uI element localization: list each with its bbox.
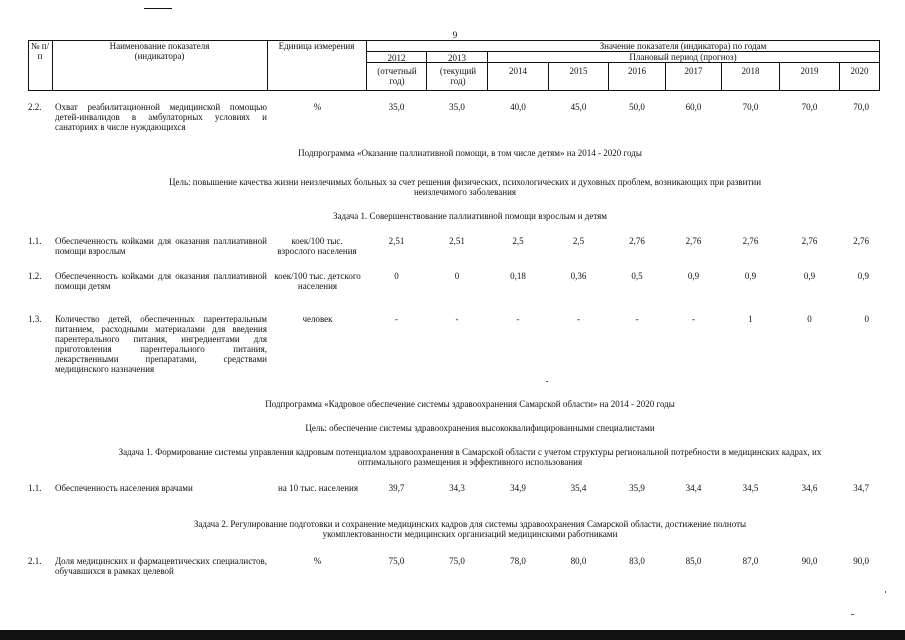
bottom-scan-edge: [0, 630, 905, 640]
row-value: 1: [748, 314, 753, 324]
row-name: Обеспеченность койками для оказания паллиативной помощи детям: [55, 271, 267, 291]
year-2012: 2012: [387, 53, 406, 63]
row-value: 2,51: [388, 236, 405, 246]
row-value: 2,76: [742, 236, 759, 246]
row-value: 34,3: [449, 483, 465, 493]
row-value: 80,0: [570, 556, 587, 566]
row-value: 45,0: [570, 102, 587, 112]
row-name: Охват реабилитационной медицинской помощью детей-инвалидов в амбулаторных условиях и санаториях в числе нуждающихся: [55, 102, 267, 132]
row-unit: %: [313, 556, 322, 566]
row-value: 35,4: [570, 483, 587, 493]
row-value: 34,7: [853, 483, 869, 493]
row-value: -: [455, 314, 459, 324]
row-value: 0,36: [570, 271, 587, 281]
row-number: 1.2.: [28, 271, 42, 281]
subprogram-goal: Цель: повышение качества жизни неизлечимых больных за счет решения физических, психологических и духовных проблем, возникающих при развитии неизлечимого заболевания: [168, 177, 762, 197]
year-2017: 2017: [684, 66, 703, 76]
task-heading: Задача 1. Совершенствование паллиативной помощи взрослым и детям: [332, 211, 607, 221]
row-value: 0: [807, 314, 812, 324]
col-name-header-1: Наименование показателя: [109, 41, 210, 51]
row-value: 34,4: [685, 483, 702, 493]
row-value: 2,5: [572, 236, 585, 246]
scan-speck: [885, 591, 886, 593]
scan-speck: [546, 381, 548, 382]
row-number: 1.1.: [28, 236, 42, 246]
row-unit: на 10 тыс. населения: [278, 483, 358, 493]
row-value: 70,0: [742, 102, 759, 112]
year-2020: 2020: [850, 66, 869, 76]
row-value: -: [577, 314, 580, 324]
row-value: -: [516, 314, 520, 324]
row-value: 34,5: [742, 483, 759, 493]
col-num-header: № п/п: [30, 41, 50, 61]
row-value: 0,9: [857, 271, 869, 281]
row-value: 34,9: [510, 483, 526, 493]
year-2013-note: (текущий год): [439, 66, 477, 86]
row-value: 0: [454, 271, 460, 281]
row-number: 2.1.: [28, 556, 42, 566]
top-rule: [144, 8, 172, 9]
year-2012-note: (отчетный год): [377, 66, 417, 86]
row-value: -: [395, 314, 398, 324]
year-2019: 2019: [800, 66, 819, 76]
row-value: 0,9: [687, 271, 700, 281]
row-name: Обеспеченность населения врачами: [55, 483, 193, 493]
row-value: 60,0: [685, 102, 702, 112]
row-value: 0: [394, 271, 399, 281]
row-value: 39,7: [388, 483, 405, 493]
subprogram-title: Подпрограмма «Кадровое обеспечение системы здравоохранения Самарской области» на 2014 - 2020 годы: [265, 399, 675, 409]
row-value: 75,0: [449, 556, 465, 566]
row-value: 35,0: [449, 102, 465, 112]
page-number: 9: [452, 30, 458, 40]
row-unit: коек/100 тыс. взрослого населения: [277, 236, 357, 256]
task-heading: Задача 2. Регулирование подготовки и сохранение медицинских кадров для системы здравоохранения Самарской области, достижение полноты укомплектованности медицинских организаций медицинскими работниками: [193, 519, 747, 539]
row-unit: %: [313, 102, 322, 112]
row-value: 50,0: [629, 102, 645, 112]
row-value: -: [635, 314, 639, 324]
row-value: 78,0: [510, 556, 526, 566]
row-value: 35,9: [629, 483, 645, 493]
row-value: 2,76: [853, 236, 869, 246]
row-value: 90,0: [853, 556, 869, 566]
row-value: 34,6: [801, 483, 818, 493]
row-value: 70,0: [801, 102, 818, 112]
row-value: 87,0: [742, 556, 759, 566]
row-value: 40,0: [510, 102, 526, 112]
task-heading: Задача 1. Формирование системы управления кадровым потенциалом здравоохранения в Самарской области с учетом структуры региональной потребности в медицинских кадрах, их оптимального размещения и эффективного использования: [118, 447, 822, 467]
row-value: 0,9: [744, 271, 757, 281]
row-value: -: [692, 314, 695, 324]
row-value: 2,76: [685, 236, 702, 246]
row-value: 75,0: [388, 556, 405, 566]
row-number: 2.2.: [28, 102, 42, 112]
row-value: 35,0: [388, 102, 405, 112]
row-value: 90,0: [801, 556, 818, 566]
row-value: 2,76: [629, 236, 645, 246]
row-name: Обеспеченность койками для оказания паллиативной помощи взрослым: [55, 236, 267, 256]
row-number: 1.3.: [28, 314, 42, 324]
row-value: 2,5: [512, 236, 524, 246]
plan-period: Плановый период (прогноз): [629, 52, 737, 62]
row-value: 83,0: [629, 556, 645, 566]
row-value: 70,0: [853, 102, 869, 112]
year-2015: 2015: [569, 66, 588, 76]
row-unit: человек: [302, 314, 333, 324]
row-value: 0,18: [510, 271, 526, 281]
scan-speck: [851, 614, 854, 615]
row-value: 2,51: [449, 236, 465, 246]
values-title: Значение показателя (индикатора) по годам: [599, 41, 767, 51]
row-value: 0,5: [631, 271, 643, 281]
col-name-header-2: (индикатора): [134, 51, 185, 61]
row-value: 85,0: [685, 556, 702, 566]
year-2014: 2014: [509, 66, 527, 76]
row-name: Доля медицинских и фармацевтических специалистов, обучавшихся в рамках целевой: [55, 556, 267, 576]
row-number: 1.1.: [28, 483, 42, 493]
row-value: 0,9: [803, 271, 816, 281]
row-value: 0: [864, 314, 869, 324]
row-value: 2,76: [801, 236, 818, 246]
row-name: Количество детей, обеспеченных парентеральным питанием, расходными материалами для введения парентерального питания, ингредиентами для приготовления парентерального питания, лекарственными препаратами, средствами медицинского назначения: [55, 314, 267, 374]
row-unit: коек/100 тыс. детского населения: [274, 271, 361, 291]
subprogram-goal: Цель: обеспечение системы здравоохранения высококвалифицированными специалистами: [305, 423, 655, 433]
year-2013: 2013: [448, 53, 466, 63]
col-unit-header: Единица измерения: [278, 41, 355, 51]
subprogram-title: Подпрограмма «Оказание паллиативной помощи, в том числе детям» на 2014 - 2020 годы: [298, 148, 642, 158]
year-2018: 2018: [741, 66, 760, 76]
year-2016: 2016: [628, 66, 646, 76]
